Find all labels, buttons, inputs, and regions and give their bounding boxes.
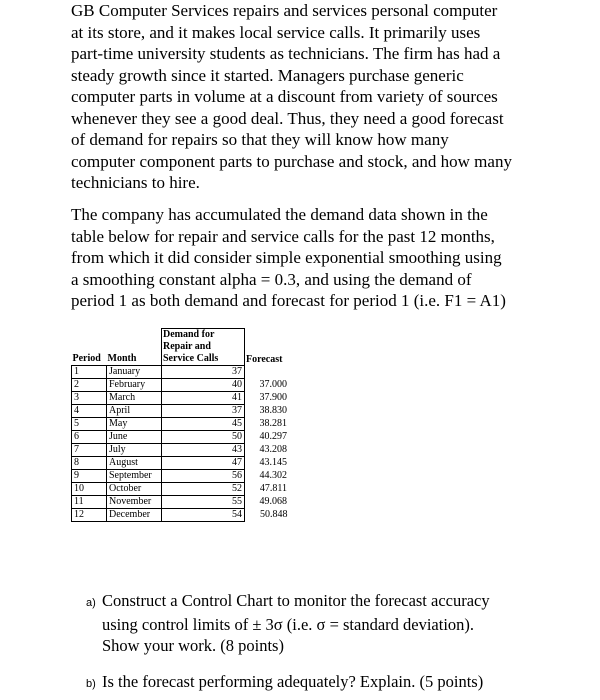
cell-forecast: 37.900 [259,392,287,403]
cell-period: 1 [72,366,107,379]
cell-forecast: 50.848 [260,509,288,520]
header-demand-line3: Service Calls [163,353,219,364]
header-demand [162,329,245,366]
cell-demand: 37 [162,405,245,418]
cell-period: 12 [72,509,107,522]
table-row [72,483,290,496]
header-forecast: Forecast [246,353,283,365]
cell-demand: 52 [162,483,245,496]
question-a-line1: a) Construct a Control Chart to monitor the forecast accuracy [86,590,526,614]
cell-demand: 47 [162,457,245,470]
header-demand-line1: Demand for [163,329,215,340]
text-line: The company has accumulated the demand data shown in the [71,205,488,224]
cell-demand: 50 [162,431,245,444]
cell-period: 5 [72,418,107,431]
table-row [72,418,290,431]
cell-month: March [107,392,162,405]
text-line: of demand for repairs so that they will know how many [71,130,449,149]
header-month: Month [107,353,137,364]
text-line: steady growth since it started. Managers purchase generic [71,65,464,85]
text-line: technicians to hire. [71,173,200,192]
cell-period: 11 [72,496,107,509]
cell-period: 8 [72,457,107,470]
cell-forecast: 40.297 [259,431,287,442]
question-b-letter: b) [86,678,96,690]
cell-demand: 45 [162,418,245,431]
table-row [72,366,290,379]
cell-forecast: 38.830 [259,405,287,416]
table-header-row [72,329,290,366]
intro-paragraph [71,0,541,194]
text-line: period 1 as both demand and forecast for period 1 (i.e. F1 = A1) [71,291,506,310]
table-row [72,470,290,483]
cell-month: October [107,483,162,496]
text-line: a smoothing constant alpha = 0.3, and using the demand of [71,269,472,289]
cell-forecast: 38.281 [259,418,287,429]
question-a-line2: using control limits of ± 3σ (i.e. σ = standard deviation). [102,615,475,634]
text-line: at its store, and it makes local service calls. It primarily uses [71,22,481,42]
question-b-line1: b) Is the forecast performing adequately? Explain. (5 points) [86,671,526,695]
cell-demand: 56 [162,470,245,483]
table-row [72,444,290,457]
cell-month: April [107,405,162,418]
table-row [72,496,290,509]
cell-month: February [107,379,162,392]
cell-month: September [107,470,162,483]
cell-forecast: 43.208 [259,444,287,455]
text-line: from which it did consider simple exponential smoothing using [71,248,502,267]
cell-demand: 54 [162,509,245,522]
table-row [72,431,290,444]
cell-demand: 43 [162,444,245,457]
table-row [72,392,290,405]
cell-demand: 55 [162,496,245,509]
cell-month: May [107,418,162,431]
cell-demand: 40 [162,379,245,392]
cell-forecast: 43.145 [259,457,287,468]
cell-month: December [107,509,162,522]
cell-period: 3 [72,392,107,405]
question-a-line3: Show your work. (8 points) [102,636,284,655]
cell-month: January [107,366,162,379]
header-period: Period [72,353,101,364]
cell-period: 9 [72,470,107,483]
cell-forecast: 44.302 [259,470,287,481]
question-a-letter: a) [86,597,96,609]
cell-forecast [245,366,290,379]
cell-period: 10 [72,483,107,496]
text-line: part-time university students as technicians. The firm has had a [71,44,501,63]
cell-forecast: 37.000 [259,379,287,390]
cell-demand: 37 [162,366,245,379]
demand-forecast-table [71,328,290,522]
question-a [86,590,526,656]
cell-forecast: 47.811 [259,483,287,494]
table-row [72,457,290,470]
header-demand-line2: Repair and [163,341,211,352]
cell-month: August [107,457,162,470]
text-line: computer parts in volume at a discount from variety of sources [71,87,498,106]
cell-demand: 41 [162,392,245,405]
cell-period: 4 [72,405,107,418]
cell-month: June [107,431,162,444]
text-line: table below for repair and service calls for the past 12 months, [71,226,495,246]
data-description-paragraph [71,204,541,312]
text-line: GB Computer Services repairs and services personal computer [71,1,498,20]
cell-forecast: 49.068 [259,496,287,507]
cell-period: 6 [72,431,107,444]
cell-period: 7 [72,444,107,457]
table-row [72,405,290,418]
text-line: computer component parts to purchase and stock, and how many [71,151,512,171]
cell-month: July [107,444,162,457]
table-row [72,509,290,522]
question-b [86,671,526,695]
table-row [72,379,290,392]
text-line: whenever they see a good deal. Thus, they need a good forecast [71,108,504,128]
cell-period: 2 [72,379,107,392]
cell-month: November [107,496,162,509]
